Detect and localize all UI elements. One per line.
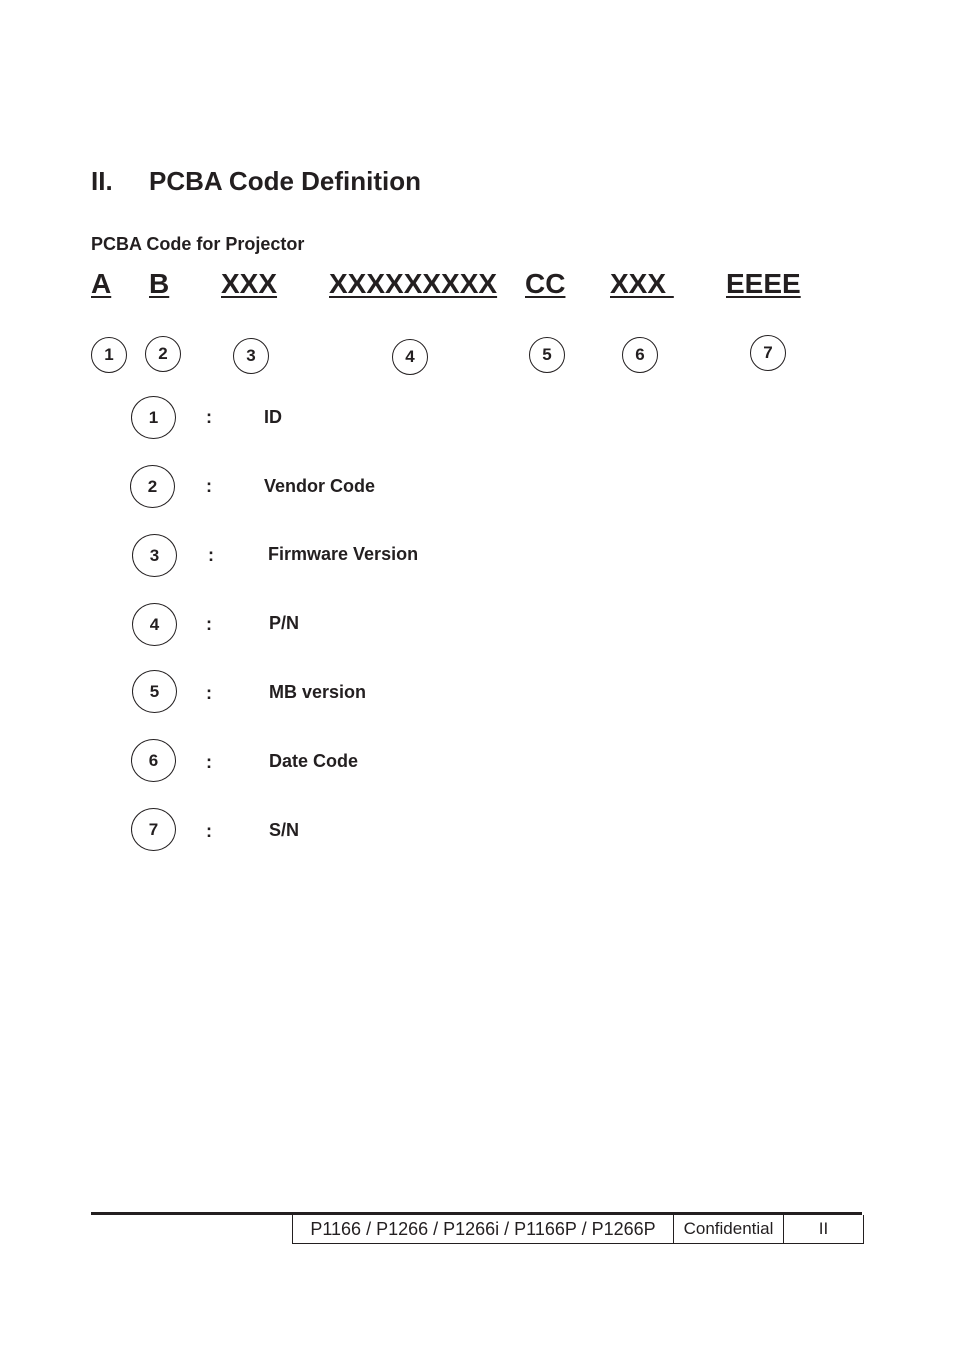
definition-number: 5 — [132, 670, 177, 713]
definition-number: 4 — [132, 603, 177, 646]
footer-table — [292, 1215, 864, 1244]
definition-colon: : — [206, 752, 212, 772]
definition-number: 1 — [131, 396, 176, 439]
section-number: II. — [91, 166, 113, 196]
definition-label: S/N — [269, 820, 300, 840]
segment-marker: 7 — [750, 335, 786, 371]
segment-marker: 3 — [233, 338, 269, 374]
definition-label: P/N — [269, 613, 300, 633]
definition-label: MB version — [269, 682, 367, 702]
definition-label: Vendor Code — [264, 476, 376, 496]
definition-colon: : — [208, 545, 214, 565]
subheading: PCBA Code for Projector — [91, 234, 305, 254]
definition-number: 3 — [132, 534, 177, 577]
code-segment-pn: XXXXXXXXX — [329, 268, 498, 299]
definition-number: 6 — [131, 739, 176, 782]
segment-marker: 4 — [392, 339, 428, 375]
definition-colon: : — [206, 683, 212, 703]
code-segment-a: A — [91, 268, 112, 299]
definition-label: Firmware Version — [268, 544, 419, 564]
definition-colon: : — [206, 407, 212, 427]
segment-marker: 1 — [91, 337, 127, 373]
footer-confidential: Confidential — [674, 1215, 784, 1243]
segment-marker: 5 — [529, 337, 565, 373]
definition-colon: : — [206, 476, 212, 496]
footer-models: P1166 / P1266 / P1266i / P1166P / P1266P — [293, 1215, 674, 1243]
definition-label: Date Code — [269, 751, 359, 771]
definition-colon: : — [206, 614, 212, 634]
code-segment-date: XXX — [610, 268, 674, 299]
definition-colon: : — [206, 821, 212, 841]
footer-page-number: II — [818, 1219, 829, 1238]
code-segment-sn: EEEE — [726, 268, 801, 299]
code-segment-b: B — [149, 268, 170, 299]
definition-number: 7 — [131, 808, 176, 851]
definition-label: ID — [264, 407, 282, 427]
definition-number: 2 — [130, 465, 175, 508]
segment-marker: 6 — [622, 337, 658, 373]
page-title: PCBA Code Definition — [149, 166, 422, 196]
code-segment-mb: CC — [525, 268, 566, 299]
code-segment-firmware: XXX — [221, 268, 278, 299]
segment-marker: 2 — [145, 336, 181, 372]
